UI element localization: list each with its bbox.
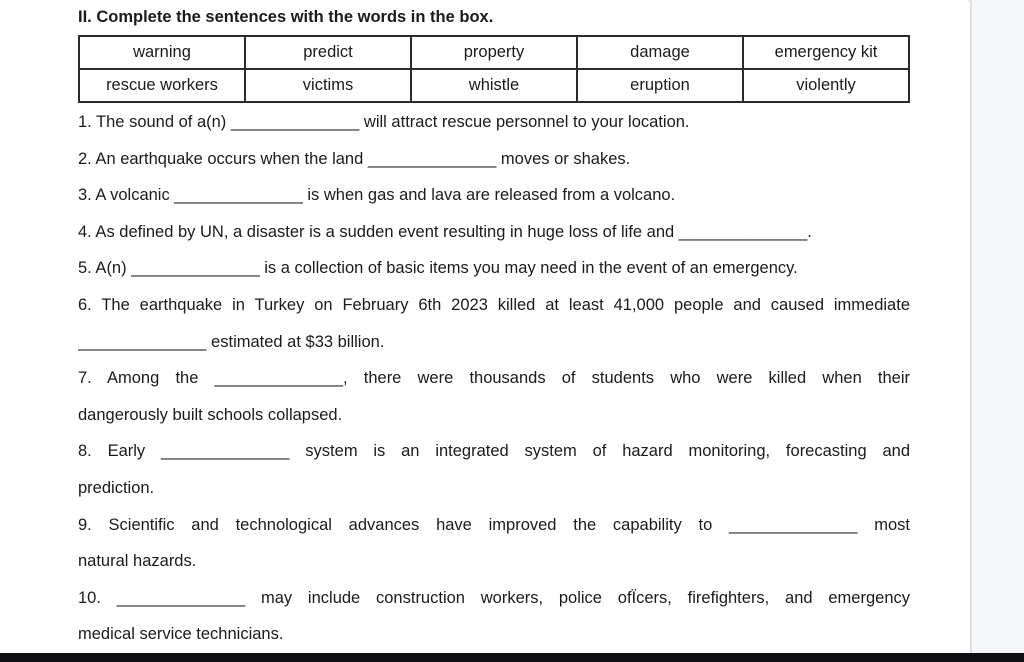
sentence-line: 10. ______________ may include construction workers, police ofÏcers, firefighters, and emergency: [78, 588, 910, 607]
word-box-table: [78, 35, 910, 103]
word-box-cell: violently: [743, 69, 909, 102]
sentence-line: natural hazards.: [78, 552, 197, 571]
sentence-line: 8. Early ______________ system is an integrated system of hazard monitoring, forecasting and: [78, 442, 910, 461]
word-box-row: [79, 36, 909, 69]
sentence-line: 6. The earthquake in Turkey on February 6th 2023 killed at least 41,000 people and caused immediate: [78, 295, 910, 314]
sentence-list: [78, 104, 910, 653]
word-box-cell: emergency kit: [743, 36, 909, 69]
sentence-3: [78, 177, 910, 214]
word-box-cell: rescue workers: [79, 69, 245, 102]
word-box-cell: damage: [577, 36, 743, 69]
word-box-cell: whistle: [411, 69, 577, 102]
sentence-line: 9. Scientific and technological advances have improved the capability to ______________ most: [78, 515, 910, 534]
sentence-1: [78, 104, 910, 141]
sentence-6: [78, 287, 910, 360]
sentence-line: 4. As defined by UN, a disaster is a sudden event resulting in huge loss of life and ______________.: [78, 222, 812, 241]
sentence-line: 2. An earthquake occurs when the land ______________ moves or shakes.: [78, 149, 631, 168]
sentence-line: 3. A volcanic ______________ is when gas and lava are released from a volcano.: [78, 186, 676, 205]
word-box-cell: warning: [79, 36, 245, 69]
right-gutter: [970, 0, 1024, 653]
sentence-line: ______________ estimated at $33 billion.: [78, 332, 385, 351]
page-bottom-edge: [0, 653, 1024, 662]
sentence-4: [78, 214, 910, 251]
word-box-cell: victims: [245, 69, 411, 102]
sentence-5: [78, 250, 910, 287]
exercise-title: II. Complete the sentences with the words in the box.: [78, 8, 494, 26]
sentence-10: [78, 580, 910, 653]
sentence-2: [78, 141, 910, 178]
sentence-line: medical service technicians.: [78, 625, 284, 644]
sentence-7: [78, 360, 910, 433]
sentence-line: prediction.: [78, 478, 155, 497]
word-box-cell: property: [411, 36, 577, 69]
sentence-line: dangerously built schools collapsed.: [78, 405, 343, 424]
word-box-cell: eruption: [577, 69, 743, 102]
word-box-cell: predict: [245, 36, 411, 69]
sentence-line: 5. A(n) ______________ is a collection of basic items you may need in the event of an emergency.: [78, 259, 798, 278]
sentence-8: [78, 433, 910, 506]
sentence-line: 7. Among the ______________, there were thousands of students who were killed when their: [78, 369, 910, 388]
sentence-9: [78, 507, 910, 580]
sentence-line: 1. The sound of a(n) ______________ will attract rescue personnel to your location.: [78, 113, 690, 131]
word-box-row: [79, 69, 909, 102]
